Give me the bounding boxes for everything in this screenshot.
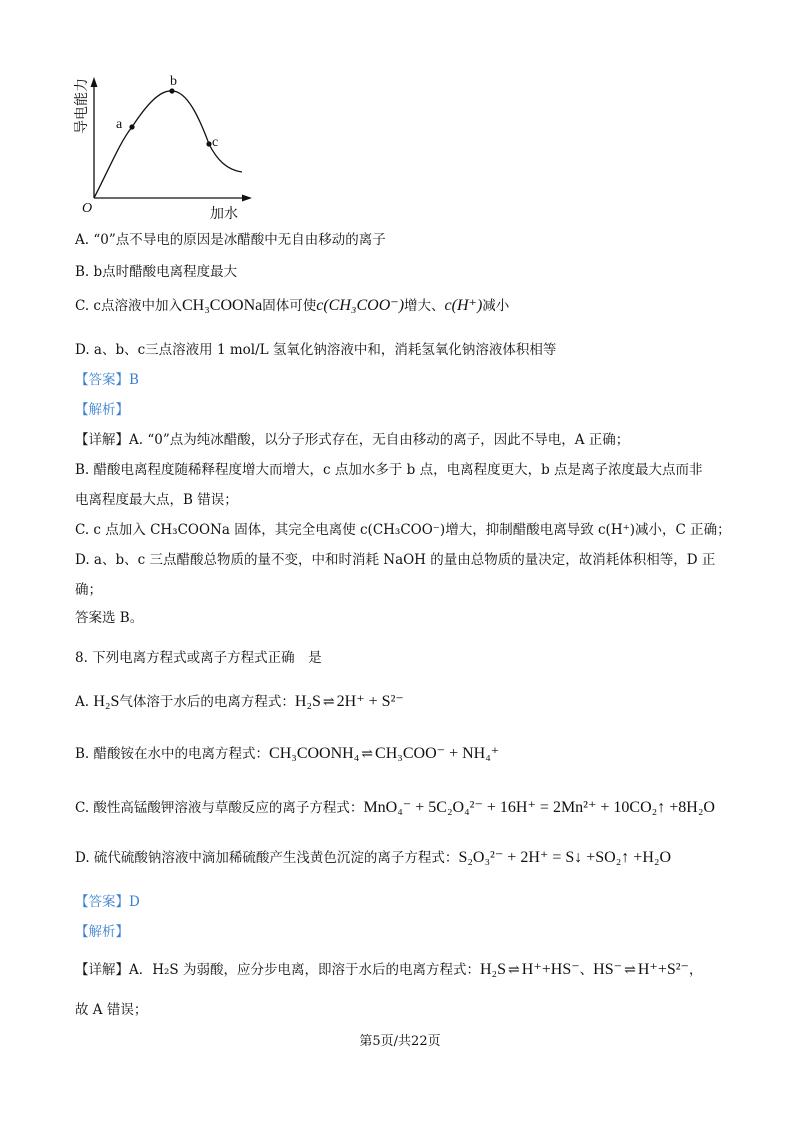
q7-option-d: D. a、b、c三点溶液用 1 mol/L 氢氧化钠溶液中和，消耗氢氧化钠溶液体积相等 [75,342,557,358]
q7-detail-6: 确； [75,582,102,598]
q8-detail-1-separator: 、 [579,962,594,978]
point-b-label: b [170,74,177,89]
graph-xlabel: 加水 [210,206,238,222]
q7-option-c-mid2: 增大、 [404,298,445,314]
q8-option-a-prefix: A. [75,694,90,710]
q8-detail-1-eq1-left: H₂S [479,961,507,978]
q8-option-d [75,848,671,868]
q7-option-c-expr2: c(H⁺) [444,297,483,314]
q8-option-c-eq: MnO₄⁻ + 5C₂O₄²⁻ + 16H⁺ = 2Mn²⁺ + 10CO₂↑ +8H₂O [363,799,715,816]
reversible-arrow-icon: ⇌ [624,962,636,978]
point-c-label: c [212,135,219,150]
q8-analysis-heading: 【解析】 [75,924,129,940]
q8-option-b-eq-left: CH₃COONH₄ [269,745,360,762]
q7-detail-5: D. a、b、c 三点醋酸总物质的量不变，中和时消耗 NaOH 的量由总物质的量决定，故消耗体积相等，D 正 [75,552,716,568]
reversible-arrow-icon: ⇌ [508,962,520,978]
point-a-label: a [116,117,123,132]
q8-detail-1-eq2-left: HS⁻ [593,961,623,978]
reversible-arrow-icon: ⇌ [322,694,335,710]
q8-detail-1-eq1-right: H⁺+HS⁻ [521,961,580,978]
graph-ylabel: 导电能力 [74,78,90,134]
q8-option-b [75,744,499,764]
q7-option-c-post: 减小 [482,298,510,314]
q8-option-d-eq: S₂O₃²⁻ + 2H⁺ = S↓ +SO₂↑ +H₂O [458,849,671,866]
q8-detail-1-end: ， [688,962,703,978]
point-b-marker [169,88,174,93]
q7-detail-1: 【详解】A. “0”点为纯冰醋酸，以分子形式存在，无自由移动的离子，因此不导电，A 正确； [75,432,630,448]
q7-option-c [75,296,509,316]
q7-option-c-mid1: 固体可使 [262,298,317,314]
q8-answer: 【答案】D [75,894,140,910]
q8-option-a-text: 气体溶于水后的电离方程式： [119,694,295,710]
conductivity-graph [72,72,262,222]
q7-detail-2: B. 醋酸电离程度随稀释程度增大而增大，c 点加水多于 b 点，电离程度更大，b 点是离子浓度最大点而非 [75,462,703,478]
q7-analysis-heading: 【解析】 [75,402,129,418]
q8-option-b-text: B. 醋酸铵在水中的电离方程式： [75,746,270,762]
y-axis-arrow [91,77,98,87]
q7-detail-3: 电离程度最大点，B 错误； [75,492,238,508]
q7-option-c-prefix: C. c点溶液中加入 [75,298,182,314]
page-footer: 第5页/共22页 [359,1034,441,1049]
q7-detail-7: 答案选 B。 [75,610,144,626]
q7-option-b: B. b点时醋酸电离程度最大 [75,264,238,280]
q8-option-a-eq-right: 2H⁺ + S²⁻ [336,693,404,710]
q8-stem: 8. 下列电离方程式或离子方程式正确 是 [75,650,322,666]
q8-option-a-chem: H₂S [93,693,120,710]
point-a-marker [129,124,134,129]
x-axis-arrow [242,195,252,202]
q8-detail-2: 故 A 错误； [75,1002,148,1018]
q8-option-a [75,692,404,712]
q8-detail-1-eq2-right: H⁺+S²⁻ [637,961,689,978]
q8-option-d-text: D. 硫代硫酸钠溶液中滴加稀硫酸产生浅黄色沉淀的离子方程式： [75,850,459,866]
q8-detail-1-text: 【详解】A．H₂S 为弱酸，应分步电离，即溶于水后的电离方程式： [75,962,480,978]
q7-answer: 【答案】B [75,372,139,388]
q7-option-c-expr1: c(CH₃COO⁻) [316,297,405,314]
point-c-marker [206,141,211,146]
q8-option-c [75,798,715,818]
q8-option-a-eq-left: H₂S [294,693,321,710]
q7-option-c-chem: CH₃COONa [182,297,263,314]
q8-option-c-text: C. 酸性高锰酸钾溶液与草酸反应的离子方程式： [75,800,364,816]
q7-detail-4: C. c 点加入 CH₃COONa 固体，其完全电离使 c(CH₃COO⁻)增大，抑制醋酸电离导致 c(H⁺)减小，C 正确； [75,522,731,538]
q8-detail-1 [75,960,702,980]
conductivity-curve [94,91,242,198]
reversible-arrow-icon: ⇌ [361,746,374,762]
origin-label: O [82,201,93,216]
q8-option-b-eq-right: CH₃COO⁻ + NH₄⁺ [375,745,500,762]
q7-option-a: A. “0”点不导电的原因是冰醋酸中无自由移动的离子 [75,232,386,248]
